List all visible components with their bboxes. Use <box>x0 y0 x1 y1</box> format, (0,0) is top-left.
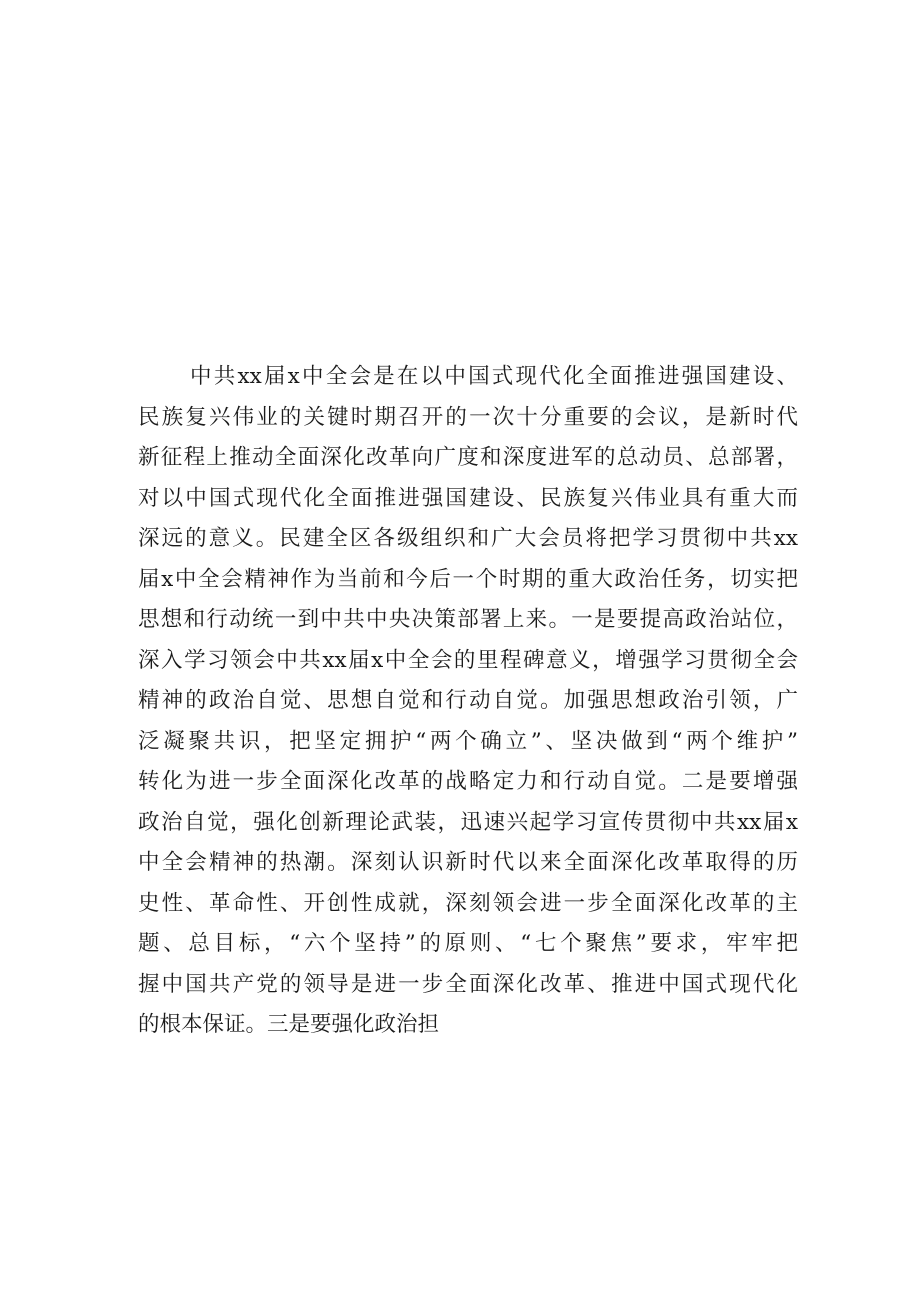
paragraph-line: 泛凝聚共识，把坚定拥护“两个确立”、坚决做到“两个维护” <box>138 728 798 754</box>
paragraph-line: 转化为进一步全面深化改革的战略定力和行动自觉。二是要增强 <box>138 769 798 794</box>
paragraph-line: 届x中全会精神作为当前和今后一个时期的重大政治任务，切实把 <box>138 566 798 592</box>
paragraph-line: 的根本保证。三是要强化政治担 <box>138 1012 440 1037</box>
paragraph-line: 深入学习领会中共xx届x中全会的里程碑意义，增强学习贯彻全会 <box>138 647 798 673</box>
paragraph-line: 中共xx届x中全会是在以中国式现代化全面推进强国建设、 <box>190 364 798 389</box>
paragraph-line: 精神的政治自觉、思想自觉和行动自觉。加强思想政治引领，广 <box>138 688 798 713</box>
paragraph-line: 政治自觉，强化创新理论武装，迅速兴起学习宣传贯彻中共xx届x <box>138 809 798 835</box>
paragraph-line: 思想和行动统一到中共中央决策部署上来。一是要提高政治站位， <box>138 607 798 632</box>
body-paragraph <box>138 357 798 1046</box>
paragraph-line: 题、总目标，“六个坚持”的原则、“七个聚焦”要求，牢牢把 <box>138 931 798 956</box>
paragraph-line: 民族复兴伟业的关键时期召开的一次十分重要的会议，是新时代 <box>138 404 798 430</box>
paragraph-line: 史性、革命性、开创性成就，深刻领会进一步全面深化改革的主 <box>138 890 798 916</box>
paragraph-line: 深远的意义。民建全区各级组织和广大会员将把学习贯彻中共xx <box>138 526 798 551</box>
paragraph-line: 新征程上推动全面深化改革向广度和深度进军的总动员、总部署， <box>138 445 798 470</box>
paragraph-line: 中全会精神的热潮。深刻认识新时代以来全面深化改革取得的历 <box>138 850 798 875</box>
paragraph-line: 对以中国式现代化全面推进强国建设、民族复兴伟业具有重大而 <box>138 485 798 511</box>
paragraph-line: 握中国共产党的领导是进一步全面深化改革、推进中国式现代化 <box>138 971 798 997</box>
